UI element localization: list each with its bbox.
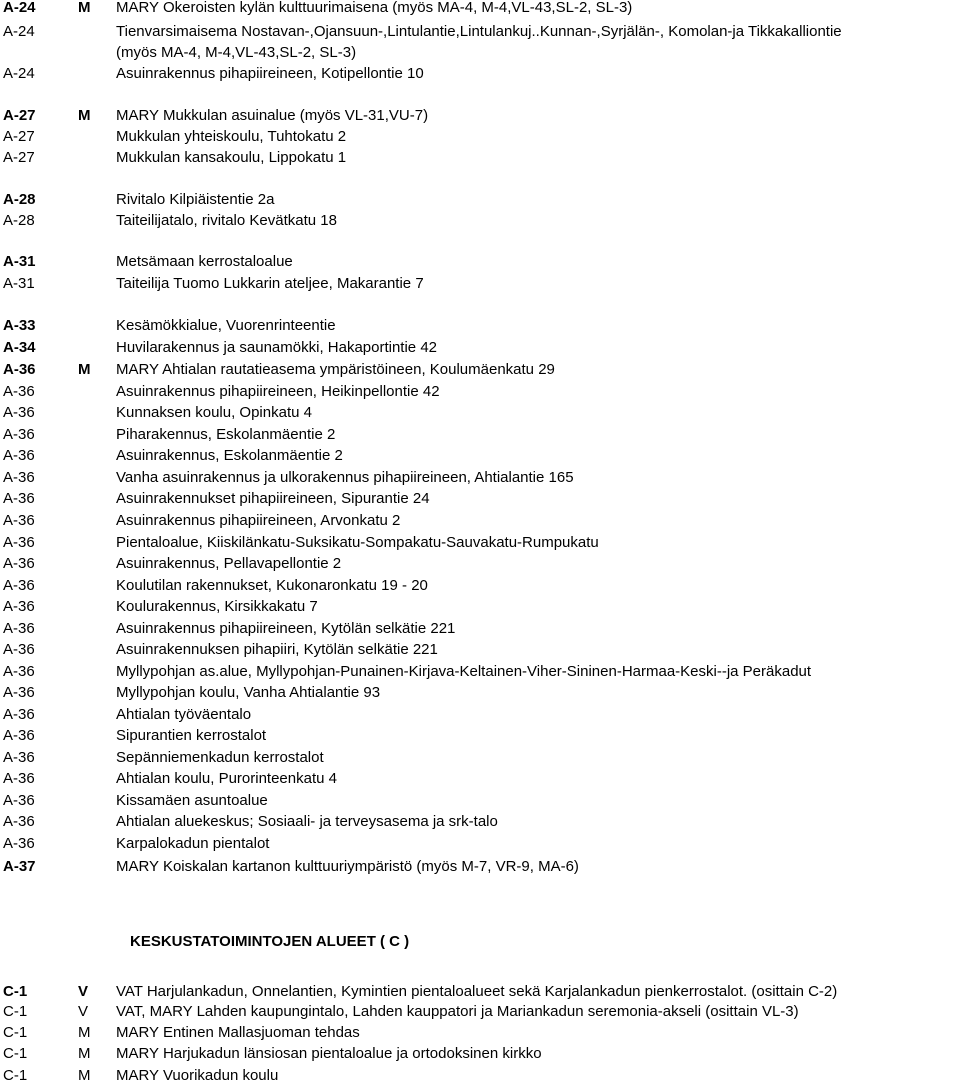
area-description: Asuinrakennus pihapiireineen, Arvonkatu 2 <box>116 512 401 529</box>
list-item <box>0 576 960 596</box>
area-code: A-36 <box>3 684 35 701</box>
area-description: Rivitalo Kilpiäistentie 2a <box>116 191 275 208</box>
list-item <box>0 748 960 768</box>
area-description: Mukkulan yhteiskoulu, Tuhtokatu 2 <box>116 128 347 145</box>
area-description: Karpalokadun pientalot <box>116 835 270 852</box>
area-description: VAT Harjulankadun, Onnelantien, Kymintien pientaloalueet sekä Karjalankadun pienkerrostalot. (osittain C-2) <box>116 983 838 1000</box>
area-flag: V <box>78 983 89 1000</box>
list-item <box>0 403 960 423</box>
list-item <box>0 554 960 574</box>
area-code: A-36 <box>3 512 35 529</box>
list-item <box>0 489 960 509</box>
list-item <box>0 190 960 210</box>
area-code: A-36 <box>3 598 35 615</box>
list-item <box>0 316 960 336</box>
area-flag: M <box>78 1067 91 1084</box>
area-code: A-36 <box>3 555 35 572</box>
list-item <box>0 148 960 168</box>
area-code: A-31 <box>3 253 36 270</box>
list-item <box>0 834 960 854</box>
list-item <box>0 127 960 147</box>
area-code: A-34 <box>3 339 36 356</box>
list-item <box>0 360 960 380</box>
area-description: MARY Harjukadun länsiosan pientaloalue ja ortodoksinen kirkko <box>116 1045 542 1062</box>
area-description: Asuinrakennus pihapiireineen, Kytölän selkätie 221 <box>116 620 456 637</box>
area-description: Taiteilija Tuomo Lukkarin ateljee, Makarantie 7 <box>116 275 424 292</box>
area-code: C-1 <box>3 983 28 1000</box>
area-code: C-1 <box>3 1045 28 1062</box>
area-code: A-36 <box>3 813 35 830</box>
area-code: C-1 <box>3 1024 28 1041</box>
area-description: MARY Ahtialan rautatieasema ympäristöineen, Koulumäenkatu 29 <box>116 361 555 378</box>
list-item <box>0 1044 960 1064</box>
area-code: A-27 <box>3 149 35 166</box>
area-description: Piharakennus, Eskolanmäentie 2 <box>116 426 336 443</box>
list-item <box>0 0 960 18</box>
list-item <box>0 468 960 488</box>
area-description: VAT, MARY Lahden kaupungintalo, Lahden kauppatori ja Mariankadun seremonia-akseli (osittain VL-3) <box>116 1003 799 1020</box>
area-description: Metsämaan kerrostaloalue <box>116 253 293 270</box>
area-description: Tienvarsimaisema Nostavan-,Ojansuun-,Lintulantie,Lintulankuj..Kunnan-,Syrjälän-, Komolan-ja Tikkakalliontie <box>116 23 842 40</box>
area-description: Ahtialan koulu, Purorinteenkatu 4 <box>116 770 337 787</box>
area-flag: V <box>78 1003 89 1020</box>
area-code: A-36 <box>3 749 35 766</box>
area-code: A-36 <box>3 469 35 486</box>
list-item <box>0 982 960 1002</box>
list-item <box>0 382 960 402</box>
area-code: A-24 <box>3 23 35 40</box>
list-item <box>0 726 960 746</box>
list-item <box>0 705 960 725</box>
area-flag: M <box>78 107 91 124</box>
area-description: Asuinrakennus, Pellavapellontie 2 <box>116 555 342 572</box>
area-description: Kunnaksen koulu, Opinkatu 4 <box>116 404 312 421</box>
area-description: (myös MA-4, M-4,VL-43,SL-2, SL-3) <box>116 44 357 61</box>
area-description: Koulurakennus, Kirsikkakatu 7 <box>116 598 318 615</box>
area-description: Koulutilan rakennukset, Kukonaronkatu 19 - 20 <box>116 577 428 594</box>
area-description: Asuinrakennukset pihapiireineen, Sipurantie 24 <box>116 490 430 507</box>
list-item <box>0 511 960 531</box>
list-item <box>0 106 960 126</box>
area-code: A-28 <box>3 212 35 229</box>
list-item <box>0 662 960 682</box>
list-item <box>0 446 960 466</box>
area-description: Sipurantien kerrostalot <box>116 727 267 744</box>
area-code: A-31 <box>3 275 35 292</box>
area-description: Kissamäen asuntoalue <box>116 792 268 809</box>
area-code: A-36 <box>3 663 35 680</box>
list-item <box>0 425 960 445</box>
area-code: A-36 <box>3 727 35 744</box>
list-item <box>0 274 960 294</box>
area-code: A-36 <box>3 770 35 787</box>
area-description: MARY Mukkulan asuinalue (myös VL-31,VU-7) <box>116 107 429 124</box>
list-item <box>0 857 960 877</box>
list-item <box>0 533 960 553</box>
area-code: A-36 <box>3 835 35 852</box>
area-description: Asuinrakennus pihapiireineen, Heikinpellontie 42 <box>116 383 440 400</box>
area-code: A-24 <box>3 0 36 16</box>
area-description: Vanha asuinrakennus ja ulkorakennus pihapiireineen, Ahtialantie 165 <box>116 469 574 486</box>
area-code: A-28 <box>3 191 36 208</box>
area-description: Ahtialan aluekeskus; Sosiaali- ja terveysasema ja srk-talo <box>116 813 498 830</box>
area-flag: M <box>78 1024 91 1041</box>
area-code: A-36 <box>3 641 35 658</box>
area-description: Ahtialan työväentalo <box>116 706 252 723</box>
list-item <box>0 338 960 358</box>
area-code: A-27 <box>3 107 36 124</box>
area-description: MARY Entinen Mallasjuoman tehdas <box>116 1024 360 1041</box>
area-code: A-36 <box>3 792 35 809</box>
area-description: Myllypohjan as.alue, Myllypohjan-Punainen-Kirjava-Keltainen-Viher-Sininen-Harmaa-Keski--ja Peräkadut <box>116 663 812 680</box>
area-code: A-36 <box>3 490 35 507</box>
area-code: A-36 <box>3 404 35 421</box>
list-item <box>0 683 960 703</box>
area-description: MARY Okeroisten kylän kulttuurimaisena (myös MA-4, M-4,VL-43,SL-2, SL-3) <box>116 0 633 16</box>
list-item <box>0 64 960 84</box>
area-flag: M <box>78 1045 91 1062</box>
area-code: A-36 <box>3 706 35 723</box>
area-code: A-33 <box>3 317 36 334</box>
area-code: A-37 <box>3 858 36 875</box>
area-code: A-36 <box>3 534 35 551</box>
list-item <box>0 43 960 63</box>
area-description: Taiteilijatalo, rivitalo Kevätkatu 18 <box>116 212 337 229</box>
list-item <box>0 597 960 617</box>
area-code: A-36 <box>3 577 35 594</box>
list-item <box>0 619 960 639</box>
area-code: A-36 <box>3 426 35 443</box>
area-description: Sepänniemenkadun kerrostalot <box>116 749 324 766</box>
area-description: Myllypohjan koulu, Vanha Ahtialantie 93 <box>116 684 381 701</box>
area-code: A-27 <box>3 128 35 145</box>
area-description: Mukkulan kansakoulu, Lippokatu 1 <box>116 149 347 166</box>
area-description: Kesämökkialue, Vuorenrinteentie <box>116 317 336 334</box>
area-code: A-36 <box>3 447 35 464</box>
area-description: Pientaloalue, Kiiskilänkatu-Suksikatu-Sompakatu-Sauvakatu-Rumpukatu <box>116 534 599 551</box>
area-flag: M <box>78 361 91 378</box>
list-item <box>0 1023 960 1043</box>
list-item <box>0 22 960 42</box>
area-code: A-24 <box>3 65 35 82</box>
area-description: MARY Koiskalan kartanon kulttuuriympäristö (myös M-7, VR-9, MA-6) <box>116 858 579 875</box>
area-description: Asuinrakennus, Eskolanmäentie 2 <box>116 447 343 464</box>
area-flag: M <box>78 0 91 16</box>
list-item <box>0 252 960 272</box>
area-code: A-36 <box>3 361 36 378</box>
area-code: C-1 <box>3 1003 28 1020</box>
list-item <box>0 791 960 811</box>
area-code: A-36 <box>3 620 35 637</box>
list-item <box>0 769 960 789</box>
section-heading: KESKUSTATOIMINTOJEN ALUEET ( C ) <box>130 933 410 950</box>
area-description: MARY Vuorikadun koulu <box>116 1067 279 1084</box>
list-item <box>0 1002 960 1022</box>
list-item <box>0 812 960 832</box>
area-code: A-36 <box>3 383 35 400</box>
list-item <box>0 1066 960 1086</box>
list-item <box>0 640 960 660</box>
area-description: Asuinrakennuksen pihapiiri, Kytölän selkätie 221 <box>116 641 438 658</box>
list-item <box>0 211 960 231</box>
area-description: Asuinrakennus pihapiireineen, Kotipellontie 10 <box>116 65 424 82</box>
area-description: Huvilarakennus ja saunamökki, Hakaportintie 42 <box>116 339 438 356</box>
area-code: C-1 <box>3 1067 28 1084</box>
